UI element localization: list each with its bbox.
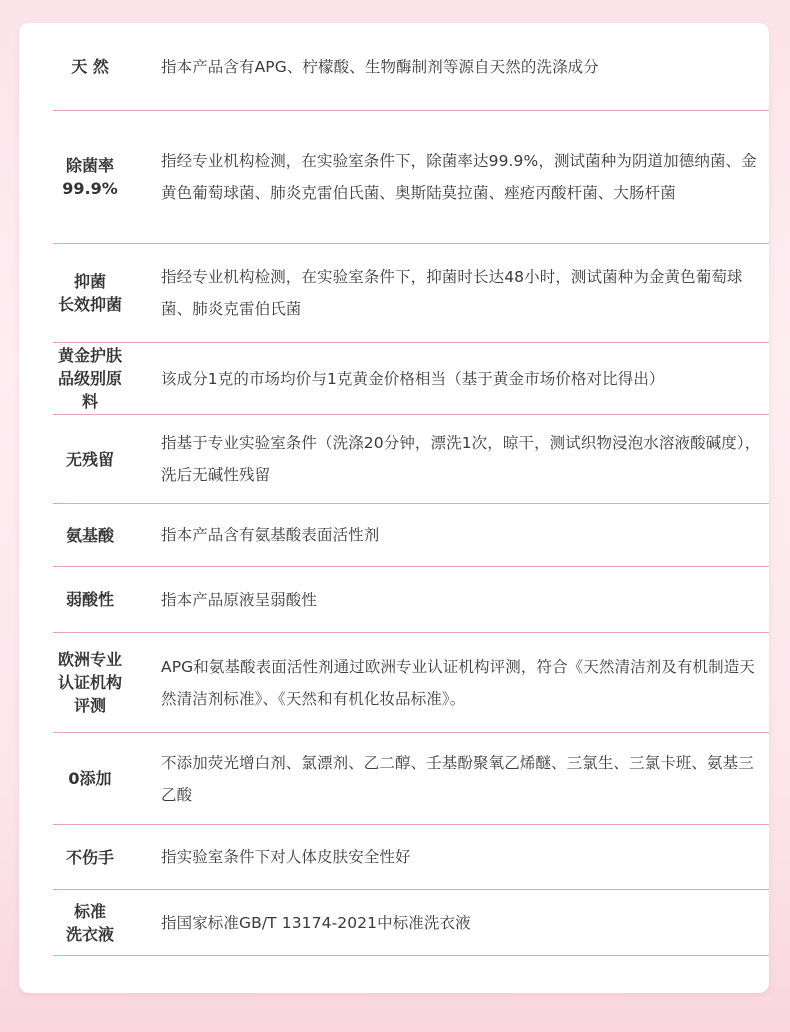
claims-table xyxy=(53,23,769,956)
table-row xyxy=(53,415,769,504)
row-label: 0添加 xyxy=(68,769,112,788)
table-row xyxy=(53,567,769,633)
row-description: 该成分1克的市场均价与1克黄金价格相当（基于黄金市场价格对比得出） xyxy=(161,369,665,388)
row-label: 天 然 xyxy=(71,57,109,76)
row-label: 除菌率 99.9% xyxy=(62,156,118,198)
info-card xyxy=(19,23,769,993)
table-row xyxy=(53,825,769,890)
row-label: 无残留 xyxy=(65,449,114,469)
row-label: 不伤手 xyxy=(65,847,114,867)
table-row xyxy=(53,23,769,111)
table-row xyxy=(53,633,769,733)
table-row xyxy=(53,111,769,244)
row-label: 黄金护肤 品级别原料 xyxy=(57,346,122,411)
table-row xyxy=(53,504,769,567)
row-description: 不添加荧光增白剂、氯漂剂、乙二醇、壬基酚聚氧乙烯醚、三氯生、三氯卡班、氨基三乙酸 xyxy=(161,753,754,804)
table-row xyxy=(53,343,769,415)
table-row xyxy=(53,244,769,343)
row-description: 指经专业机构检测，在实验室条件下，抑菌时长达48小时，测试菌种为金黄色葡萄球菌、肺炎克雷伯氏菌 xyxy=(161,268,743,318)
row-description: 指基于专业实验室条件（洗涤20分钟，漂洗1次，晾干，测试织物浸泡水溶液酸碱度），洗后无碱性残留 xyxy=(161,434,761,484)
row-description: 指实验室条件下对人体皮肤安全性好 xyxy=(161,848,411,866)
row-description: 指本产品原液呈弱酸性 xyxy=(161,590,318,609)
row-description: 指本产品含有氨基酸表面活性剂 xyxy=(161,526,380,544)
row-description: APG和氨基酸表面活性剂通过欧洲专业认证机构评测，符合《天然清洁剂及有机制造天然清洁剂标准》、《天然和有机化妆品标准》。 xyxy=(161,657,755,708)
row-description: 指本产品含有APG、柠檬酸、生物酶制剂等源自天然的洗涤成分 xyxy=(161,57,599,76)
row-description: 指国家标准GB/T 13174-2021中标准洗衣液 xyxy=(161,913,471,932)
row-label: 弱酸性 xyxy=(65,590,114,609)
table-row xyxy=(53,890,769,956)
row-label: 抑菌 长效抑菌 xyxy=(57,272,122,314)
row-label: 欧洲专业 认证机构评测 xyxy=(57,650,122,715)
row-description: 指经专业机构检测，在实验室条件下，除菌率达99.9%，测试菌种为阴道加德纳菌、金黄色葡萄球菌、肺炎克雷伯氏菌、奥斯陆莫拉菌、痤疮丙酸杆菌、大肠杆菌 xyxy=(161,152,757,202)
row-label: 标准 洗衣液 xyxy=(65,901,114,944)
table-row xyxy=(53,733,769,825)
row-label: 氨基酸 xyxy=(65,525,114,545)
